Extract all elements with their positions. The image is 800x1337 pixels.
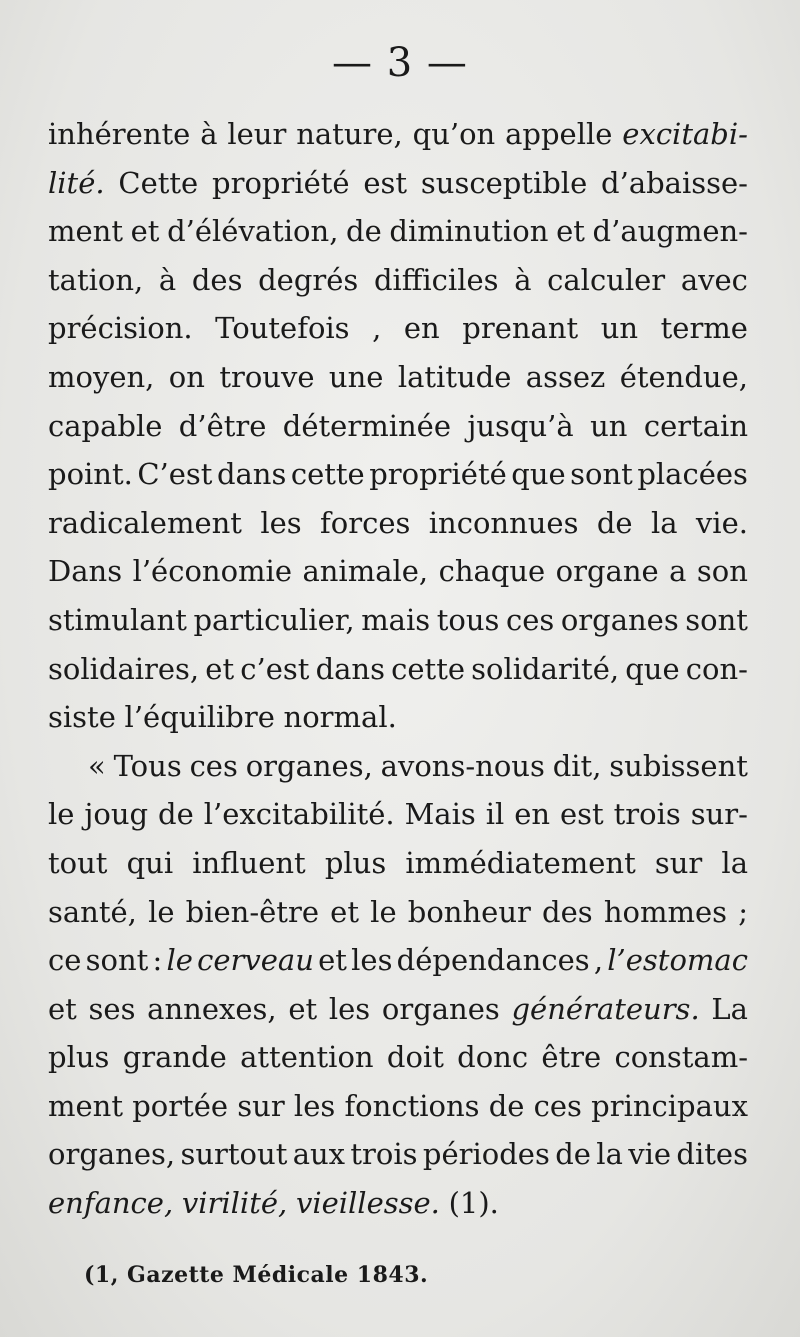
word: périodes [422,1137,550,1172]
word: con- [685,651,748,686]
word: normal. [283,700,397,735]
word: La [711,991,748,1026]
word: placées [637,457,748,492]
word: l’économie [132,554,292,589]
word: latitude [397,359,512,394]
word: ment [48,1088,123,1123]
word: d’être [178,408,267,443]
word: et [130,214,160,249]
word: la [721,845,748,880]
word: une [328,359,384,394]
text-line [48,450,748,499]
word: un [600,311,639,346]
word: plus [48,1040,110,1075]
word: capable [48,408,163,443]
word: assez [525,359,606,394]
page-number: — 3 — [332,40,468,86]
word: de [555,1137,591,1172]
word: santé, [48,894,137,929]
word: portée [132,1088,229,1123]
word: et [318,943,347,978]
word: Dans [48,554,123,589]
word: plus [324,845,387,880]
word: bien-être [185,894,319,929]
word: déterminée [282,408,451,443]
word: stimulant [48,602,187,637]
text-line [48,1179,748,1228]
word: Tous [113,748,182,783]
word: tation, [48,262,144,297]
word: le [166,943,193,978]
word: radicalement [48,505,242,540]
word: et [48,991,77,1026]
word: « [88,748,106,783]
word: fonctions [344,1088,480,1123]
word: particulier, [193,602,355,637]
word: et [288,991,318,1026]
word: grande [122,1040,227,1075]
word: mais [361,602,431,637]
word: immédiatement [405,845,636,880]
word: Toutefois [215,311,350,346]
word: annexes, [147,991,277,1026]
word: Mais [404,797,476,832]
word: sont [685,602,748,637]
word: le [148,894,175,929]
word: organes, [48,1137,176,1172]
word: précision. [48,311,193,346]
word: la [650,505,678,540]
text-line [48,645,748,694]
word: solidaires, [48,651,200,686]
word: vieillesse. [295,1186,440,1221]
word: être [541,1040,602,1075]
word: ; [738,894,748,929]
text-line [48,1033,748,1082]
word: hommes [603,894,728,929]
word: il [485,797,505,832]
word: organe [555,554,659,589]
word: dépendances [396,943,590,978]
word: d’élévation, [167,214,339,249]
text-line [48,985,748,1034]
word: avec [680,262,748,297]
word: dit, [552,748,602,783]
word: et [556,214,585,249]
word: dans [315,651,385,686]
word: de [488,1088,525,1123]
word: l’estomac [607,943,748,978]
word: que [511,457,566,492]
word: en [403,311,440,346]
word: en [514,797,551,832]
word: ces [533,1088,582,1123]
word: sont [85,943,149,978]
word: solidarité, [471,651,620,686]
word: trois [613,797,681,832]
word: tout [48,845,108,880]
word: de [596,505,633,540]
word: les [293,1088,336,1123]
word: ses [88,991,136,1026]
word: tous [436,602,500,637]
word: inconnues [428,505,579,540]
text-line [48,693,748,742]
word: et [330,894,359,929]
word: étendue, [619,359,748,394]
word: c’est [240,651,310,686]
word: degrés [258,262,359,297]
word: aux [292,1137,346,1172]
text-line [48,888,748,937]
word: calculer [547,262,666,297]
word: Cette [118,165,199,200]
text-line [48,1130,748,1179]
word: à [158,262,177,297]
word: certain [643,408,748,443]
word: vie. [695,505,748,540]
word: susceptible [420,165,588,200]
word: de [158,797,194,832]
word: , [593,943,604,978]
word: ce [48,943,82,978]
footnote: (1, Gazette Médicale 1843. [84,1262,429,1288]
word: (1). [448,1186,499,1221]
text-line [48,936,748,985]
word: donc [457,1040,529,1075]
word: ces [505,602,555,637]
word: bonheur [407,894,531,929]
word: est [560,797,604,832]
text-line [48,256,748,305]
word: attention [240,1040,374,1075]
word: trouve [219,359,315,394]
word: siste [48,700,116,735]
word: sont [570,457,633,492]
word: organes [560,602,679,637]
text-line [48,547,748,596]
text-line [48,742,748,791]
word: organes, [245,748,373,783]
word: la [596,1137,623,1172]
text-line [48,790,748,839]
word: prenant [462,311,579,346]
word: que [625,651,680,686]
word: lité. [48,165,105,200]
word: propriété [212,165,350,200]
word: a [669,554,687,589]
word: les [351,943,393,978]
word: C’est [137,457,213,492]
text-line [48,1082,748,1131]
word: organes [381,991,500,1026]
word: de [346,214,382,249]
text-line [48,159,748,208]
word: d’augmen- [592,214,748,249]
word: excitabi- [622,117,748,151]
word: le [48,797,75,832]
word: son [696,554,748,589]
word: sur [654,845,703,880]
word: cerveau [197,943,314,978]
word: jusqu’à [467,408,574,443]
word: trois [350,1137,418,1172]
word: des [191,262,243,297]
word: constam- [614,1040,748,1075]
word: avons-nous [380,748,545,783]
word: sur [237,1088,285,1123]
word: l’équilibre [124,700,275,735]
word: et [205,651,235,686]
text-line [48,110,748,159]
word: doit [386,1040,444,1075]
word: animale, [302,554,429,589]
word: appelle [505,117,613,151]
word: l’excitabilité. [203,797,395,832]
word: enfance, [48,1186,174,1221]
word: moyen, [48,359,155,394]
word: cette [290,457,365,492]
word: à [200,117,218,151]
word: diminution [389,214,549,249]
word: sur- [690,797,748,832]
word: difficiles [373,262,499,297]
word: dites [676,1137,748,1172]
word: nature, [296,117,403,151]
word: terme [660,311,748,346]
word: est [363,165,408,200]
word: les [328,991,371,1026]
word: leur [227,117,287,151]
word: : [152,943,163,978]
text-line [48,499,748,548]
word: forces [320,505,411,540]
word: influent [192,845,306,880]
word: on [168,359,205,394]
word: qu’on [412,117,496,151]
word: chaque [438,554,546,589]
word: les [260,505,302,540]
word: virilité, [181,1186,288,1221]
word: des [542,894,593,929]
word: point. [48,457,133,492]
word: cette [391,651,466,686]
body-text [48,110,748,1228]
word: surtout [180,1137,288,1172]
word: vie [628,1137,672,1172]
word: à [514,262,532,297]
text-line [48,207,748,256]
text-line [48,304,748,353]
word: qui [126,845,174,880]
text-line [48,402,748,451]
text-line [48,353,748,402]
word: ces [189,748,238,783]
word: dans [216,457,287,492]
word: , [372,311,382,346]
word: générateurs. [511,991,700,1026]
word: subissent [609,748,748,783]
word: propriété [369,457,507,492]
word: joug [84,797,149,832]
text-line [48,596,748,645]
text-line [48,839,748,888]
word: le [370,894,397,929]
word: un [590,408,628,443]
word: ment [48,214,123,249]
word: d’abaisse- [601,165,748,200]
word: principaux [591,1088,748,1123]
word: inhérente [48,117,191,151]
